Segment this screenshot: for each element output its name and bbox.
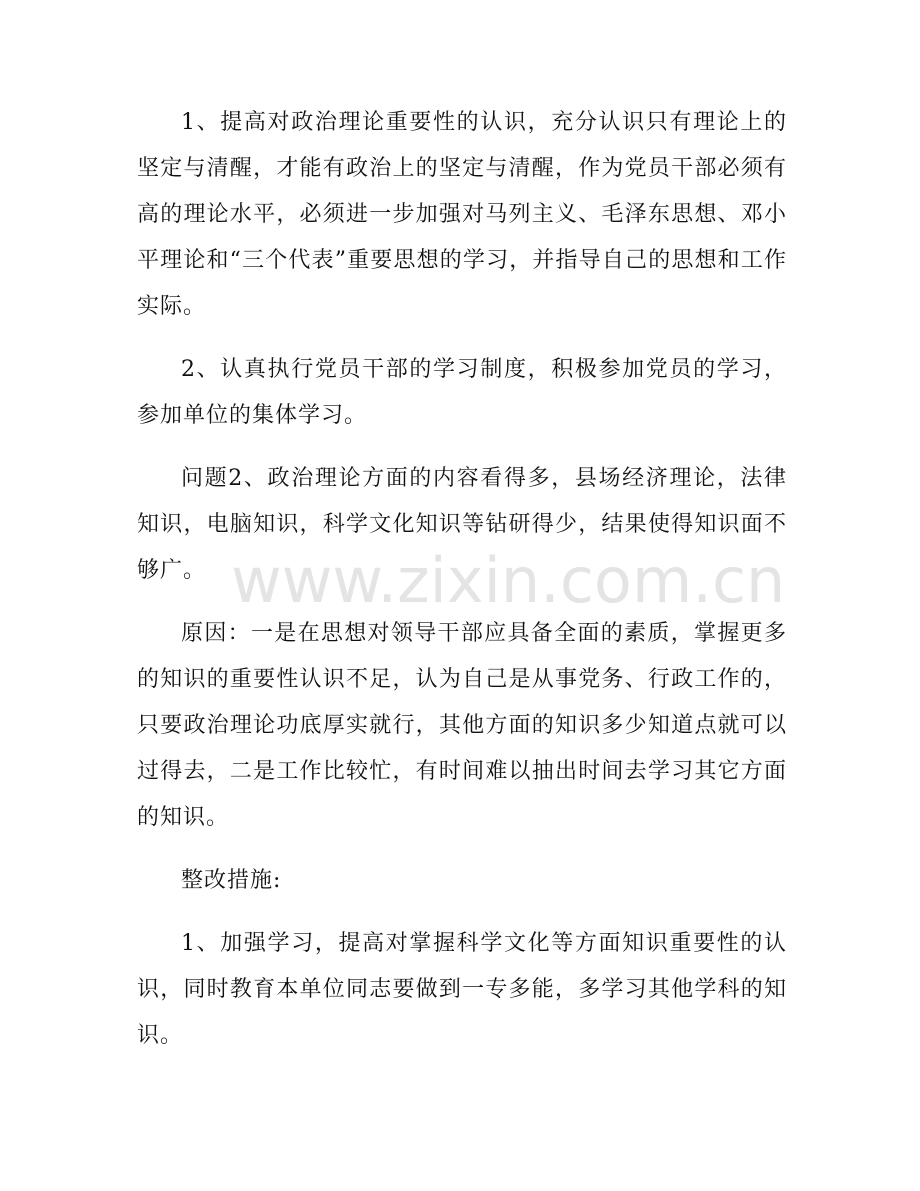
paragraph-3: 问题2、政治理论方面的内容看得多，县场经济理论，法律知识，电脑知识，科学文化知识等钻研得少，结果使得知识面不够广。 xyxy=(137,466,787,583)
paragraph-1: 1、提高对政治理论重要性的认识，充分认识只有理论上的坚定与清醒，才能有政治上的坚定与清醒，作为党员干部必须有高的理论水平，必须进一步加强对马列主义、毛泽东思想、邓小平理论和“三个代表”重要思想的学习，并指导自己的思想和工作实际。 xyxy=(137,110,787,319)
paragraph-5: 整改措施: xyxy=(181,868,282,893)
watermark: www.zixin.com.cn xyxy=(231,544,786,617)
document-body xyxy=(137,100,787,1076)
paragraph-6: 1、加强学习，提高对掌握科学文化等方面知识重要性的认识，同时教育本单位同志要做到一专多能，多学习其他学科的知识。 xyxy=(137,931,787,1048)
paragraph-2: 2、认真执行党员干部的学习制度，积极参加党员的学习，参加单位的集体学习。 xyxy=(137,357,787,428)
paragraph-4: 原因：一是在思想对领导干部应具备全面的素质，掌握更多的知识的重要性认识不足，认为自己是从事党务、行政工作的，只要政治理论功底厚实就行，其他方面的知识多少知道点就可以过得去，二是工作比较忙，有时间难以抽出时间去学习其它方面的知识。 xyxy=(137,621,787,830)
